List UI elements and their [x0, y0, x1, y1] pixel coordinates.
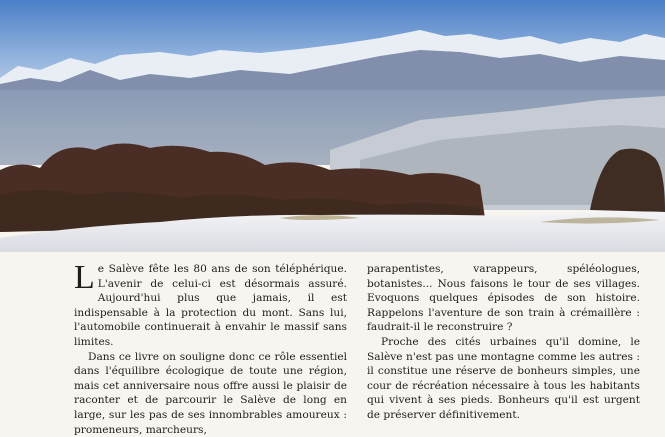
paragraph: Le Salève fête les 80 ans de son téléphérique. L'avenir de celui-ci est désormais assuré. Aujourd'hui plus que jamais, il est indispensable à la protection du mont. Sans lui, l'automobile continuerait à envahir le massif sans limites.: [74, 259, 347, 348]
column-right: [367, 262, 640, 421]
column-left: [74, 259, 347, 436]
drop-cap: L: [74, 259, 95, 296]
article-text: [74, 259, 640, 436]
paragraph: parapentistes, varappeurs, spéléologues, botanistes... Nous faisons le tour de ses villages. Evoquons quelques épisodes de son histoire. Rappelons l'aventure de son train à crémaillère : faudrait-il le reconstruire ?: [367, 263, 640, 334]
paragraph: Proche des cités urbaines qu'il domine, le Salève n'est pas une montagne comme les autres : il constitue une réserve de bonheurs simples, une cour de récréation nécessaire à tous les habitants qui vivent à ses pieds. Bonheurs qu'il est urgent de préserver définitivement.: [367, 335, 640, 421]
paragraph: Dans ce livre on souligne donc ce rôle essentiel dans l'équilibre écologique de toute une région, mais cet anniversaire nous offre aussi le plaisir de raconter et de parcourir le Salève de long en large, sur les pas de ses innombrables amoureux : promeneurs, marcheurs,: [74, 350, 347, 436]
